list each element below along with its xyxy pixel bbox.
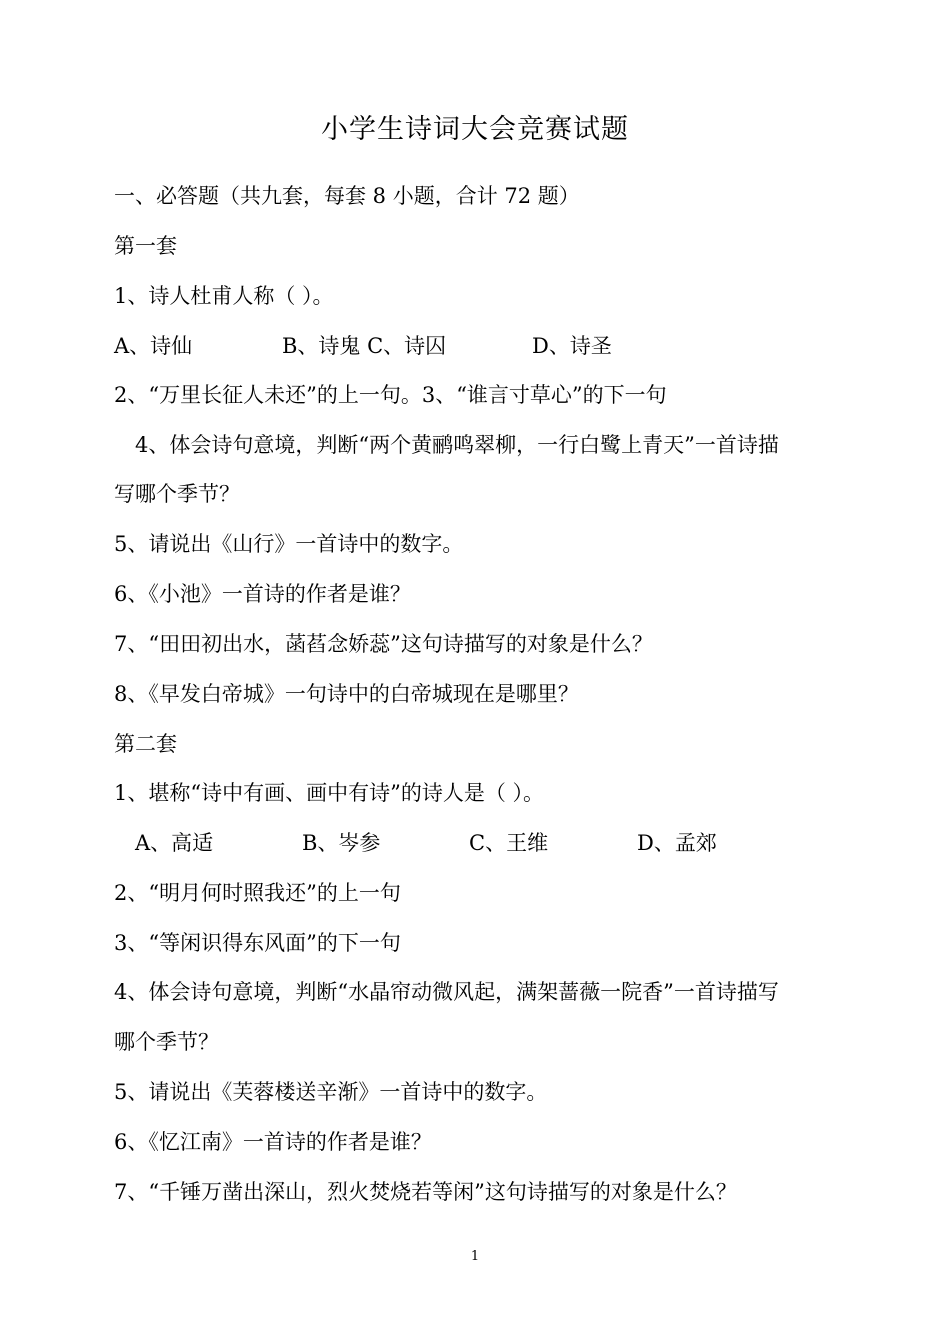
set2-question-6: 6、《忆江南》一首诗的作者是谁？ (114, 1130, 432, 1154)
document-title: 小学生诗词大会竞赛试题 (321, 114, 629, 145)
set2-question-2: 2、“明月何时照我还”的上一句 (114, 881, 401, 905)
page-number: 1 (470, 1249, 480, 1264)
set2-q1-option-b: B、岑参 (302, 831, 381, 855)
set2-question-7: 7、“千锤万凿出深山，烈火焚烧若等闲”这句诗描写的对象是什么？ (114, 1180, 737, 1204)
set1-question-4-line2: 写哪个季节？ (114, 482, 240, 506)
set1-question-1: 1、诗人杜甫人称（ ）。 (114, 284, 334, 308)
set1-question-8: 8、《早发白帝城》一句诗中的白帝城现在是哪里？ (114, 682, 579, 706)
set2-question-4-line1: 4、体会诗句意境，判断“水晶帘动微风起，满架蔷薇一院香”一首诗描写 (114, 980, 779, 1004)
set1-q1-option-d: D、诗圣 (532, 334, 612, 358)
set2-q1-option-d: D、孟郊 (637, 831, 717, 855)
set2-question-4-line2: 哪个季节？ (114, 1030, 219, 1054)
set2-question-5: 5、请说出《芙蓉楼送辛渐》一首诗中的数字。 (114, 1080, 548, 1104)
set1-question-7: 7、“田田初出水，菡萏念娇蕊”这句诗描写的对象是什么？ (114, 632, 653, 656)
set1-q1-option-a: A、诗仙 (114, 334, 193, 358)
set2-question-3: 3、“等闲识得东风面”的下一句 (114, 931, 401, 955)
section-heading: 一、必答题（共九套，每套 8 小题，合计 72 题） (114, 184, 580, 208)
set1-question-4-line1: 4、体会诗句意境，判断“两个黄鹂鸣翠柳，一行白鹭上青天”一首诗描 (135, 433, 779, 457)
set2-q1-option-c: C、王维 (469, 831, 549, 855)
set1-q1-option-bc: B、诗鬼 C、诗囚 (282, 334, 447, 358)
set1-question-6: 6、《小池》一首诗的作者是谁？ (114, 582, 411, 606)
set2-label: 第二套 (114, 732, 177, 756)
set1-question-2-3: 2、“万里长征人未还”的上一句。3、“谁言寸草心”的下一句 (114, 383, 667, 407)
set2-question-1: 1、堪称“诗中有画、画中有诗”的诗人是（ ）。 (114, 781, 545, 805)
set2-q1-option-a: A、高适 (135, 831, 214, 855)
set1-label: 第一套 (114, 234, 177, 258)
set1-question-5: 5、请说出《山行》一首诗中的数字。 (114, 532, 464, 556)
